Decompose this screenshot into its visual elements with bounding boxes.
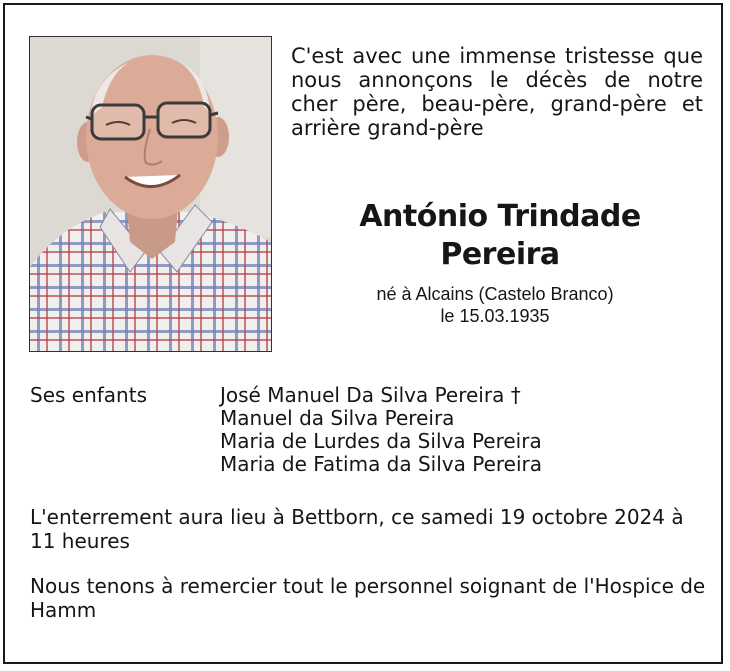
birth-date: le 15.03.1935 bbox=[440, 306, 550, 326]
thanks-text: Nous tenons à remercier tout le personnel soignant de l'Hospice de Hamm bbox=[30, 574, 706, 622]
child-name: Maria de Fatima da Silva Pereira bbox=[220, 452, 543, 476]
child-name: José Manuel Da Silva Pereira † bbox=[220, 383, 521, 407]
deceased-name bbox=[300, 198, 700, 274]
children-label: Ses enfants bbox=[30, 383, 147, 407]
deceased-name-line2: Pereira bbox=[440, 237, 560, 272]
child-name: Maria de Lurdes da Silva Pereira bbox=[220, 429, 542, 453]
funeral-info: L'enterrement aura lieu à Bettborn, ce samedi 19 octobre 2024 à 11 heures bbox=[30, 505, 684, 553]
portrait-photo bbox=[29, 36, 272, 352]
children-list bbox=[220, 384, 542, 476]
deceased-name-line1: António Trindade bbox=[359, 199, 641, 234]
intro-text: C'est avec une immense tristesse que nous annonçons le décès de notre cher père, beau-père, grand-père et arrière grand-père bbox=[291, 44, 703, 140]
child-name: Manuel da Silva Pereira bbox=[220, 406, 455, 430]
birth-info bbox=[295, 283, 695, 327]
birth-place: né à Alcains (Castelo Branco) bbox=[376, 284, 614, 304]
